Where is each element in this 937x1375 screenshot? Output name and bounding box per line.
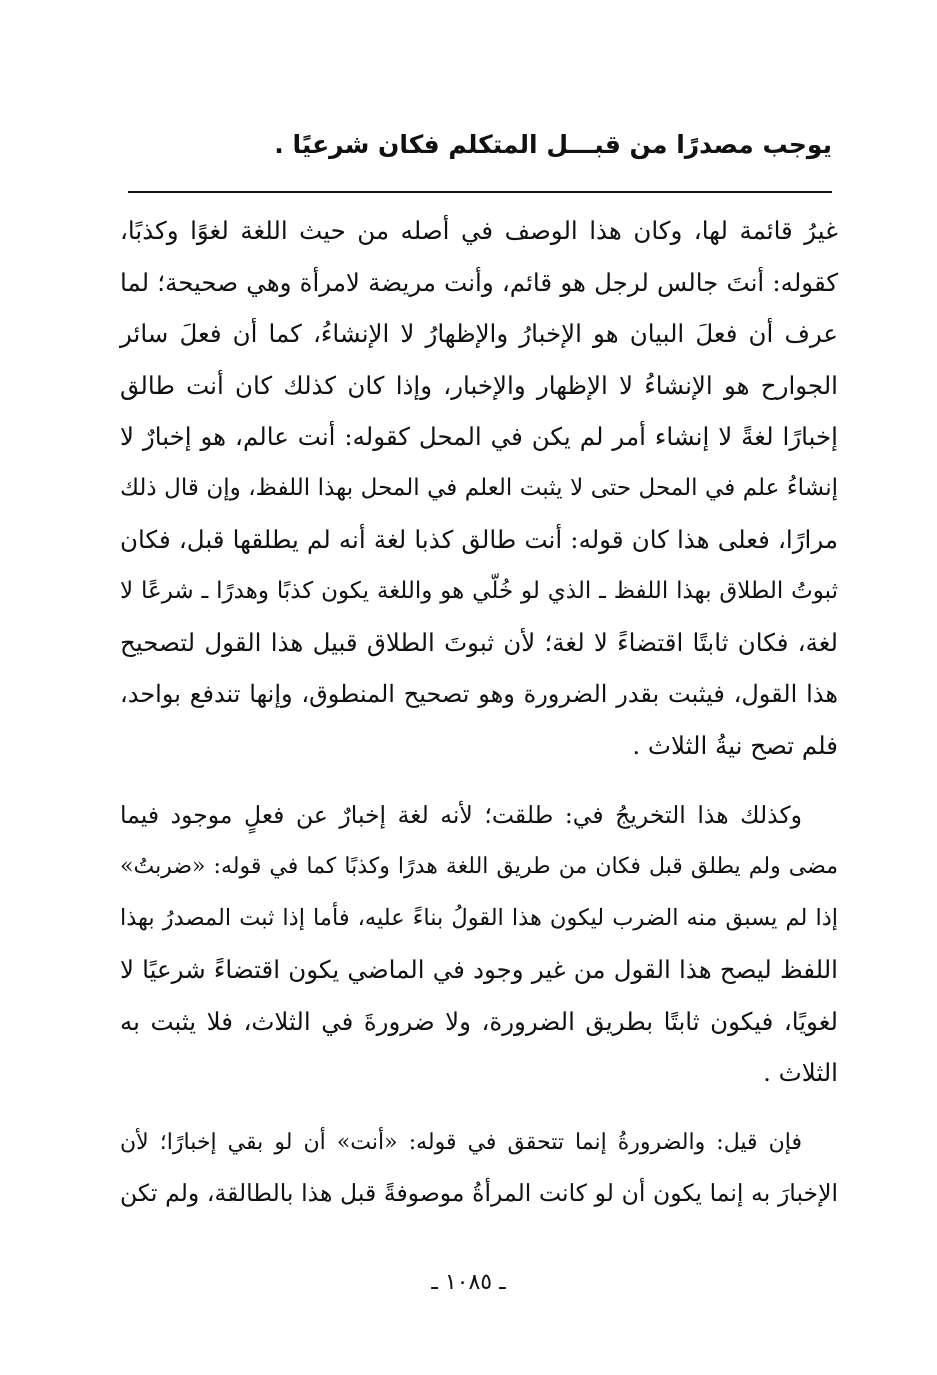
text-line: مرارًا، فعلى هذا كان قوله: أنت طالق كذبا لغة أنه لم يطلقها قبل، فكان — [120, 525, 838, 554]
header-line: يوجب مصدرًا من قبـــل المتكلم فكان شرعيًا . — [274, 130, 832, 159]
text-line: إنشاءُ علم في المحل حتى لا يثبت العلم في المحل بهذا اللفظ، وإن قال ذلك — [120, 474, 838, 501]
body-text — [120, 205, 838, 1220]
paragraph-3 — [120, 1117, 838, 1220]
text-line: إخبارًا لغةً لا إنشاء أمر لم يكن في المحل كقوله: أنت عالم، هو إخبارٌ لا — [120, 422, 838, 451]
text-line: ثبوتُ الطلاق بهذا اللفظ ـ الذي لو خُلّي هو واللغة يكون كذبًا وهدرًا ـ شرعًا لا — [120, 577, 838, 604]
text-line: وكذلك هذا التخريجُ في: طلقت؛ لأنه لغة إخبارٌ عن فعلٍ موجود فيما — [120, 800, 802, 829]
paragraph-1 — [120, 205, 838, 772]
text-line: عرف أن فعلَ البيان هو الإخبارُ والإظهارُ لا الإنشاءُ، كما أن فعلَ سائر — [120, 319, 838, 348]
text-line: إذا لم يسبق منه الضرب ليكون هذا القولُ بناءً عليه، فأما إذا ثبت المصدرُ بهذا — [120, 904, 838, 931]
text-line: الإخبارَ به إنما يكون أن لو كانت المرأةُ موصوفةً قبل هذا بالطالقة، ولم تكن — [120, 1179, 838, 1207]
text-line: كقوله: أنتَ جالس لرجل هو قائم، وأنت مريضة لامرأة وهي صحيحة؛ لما — [120, 267, 838, 297]
paragraph-2 — [120, 790, 838, 1099]
text-line: اللفظ ليصح هذا القول من غير وجود في الماضي يكون اقتضاءً شرعيًا لا — [120, 955, 838, 984]
text-line: فلم تصح نيةُ الثلاث . — [632, 731, 838, 760]
text-line: الجوارح هو الإنشاءُ لا الإظهار والإخبار، وإذا كان كذلك كان أنت طالق — [120, 370, 838, 400]
text-line: لغويًا، فيكون ثابتًا بطريق الضرورة، ولا ضرورةَ في الثلاث، فلا يثبت به — [120, 1006, 838, 1036]
text-line: مضى ولم يطلق قبل فكان من طريق اللغة هدرًا وكذبًا كما في قوله: «ضربتُ» — [120, 854, 838, 879]
page-number: ـ ١٠٨٥ ـ — [431, 1270, 506, 1295]
text-line: الثلاث . — [763, 1058, 838, 1087]
text-line: هذا القول، فيثبت بقدر الضرورة وهو تصحيح المنطوق، وإنها تندفع بواحد، — [120, 679, 838, 708]
text-line: فإن قيل: والضرورةُ إنما تتحقق في قوله: «أنت» أن لو بقي إخبارًا؛ لأن — [120, 1129, 802, 1155]
header-divider — [128, 191, 832, 193]
text-line: غيرُ قائمة لها، وكان هذا الوصف في أصله من حيث اللغة لغوًا وكذبًا، — [120, 216, 838, 245]
text-line: لغة، فكان ثابتًا اقتضاءً لا لغة؛ لأن ثبوتَ الطلاق قبيل هذا القول لتصحيح — [120, 628, 838, 657]
